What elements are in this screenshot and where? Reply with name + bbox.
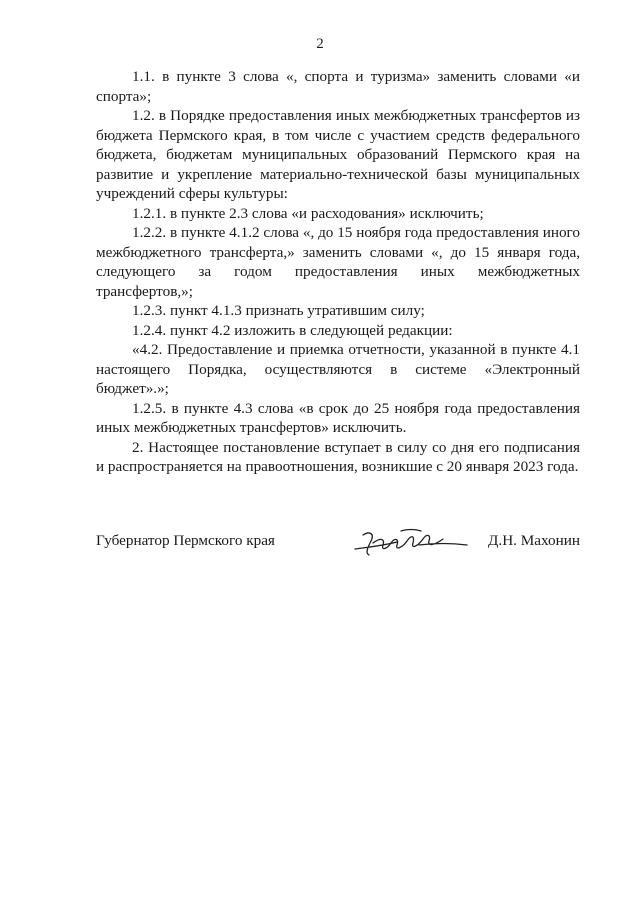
signatory-name: Д.Н. Махонин (488, 532, 580, 549)
paragraph-1-2-1: 1.2.1. в пункте 2.3 слова «и расходования» исключить; (132, 204, 484, 222)
signatory-title: Губернатор Пермского края (96, 532, 275, 549)
paragraph-2: 2. Настоящее постановление вступает в силу со дня его подписания и распространяется на правоотношения, возникшие с 20 января 2023 года. (96, 438, 580, 475)
paragraph-1-2: 1.2. в Порядке предоставления иных межбюджетных трансфертов из бюджета Пермского края, в том числе с участием средств федерального бюджета, бюджетам муниципальных образований Пермского края на развитие и укрепление материально-технической базы муниципальных учреждений сферы культуры: (96, 107, 580, 202)
signature-block (96, 523, 580, 563)
paragraph-1-2-2: 1.2.2. в пункте 4.1.2 слова «, до 15 ноября года предоставления иного межбюджетного трансферта,» заменить словами «, до 15 января года, следующего за годом предоставления иных межбюджетных трансфертов,»; (96, 224, 580, 300)
paragraph-1-1: 1.1. в пункте 3 слова «, спорта и туризма» заменить словами «и спорта»; (96, 68, 580, 105)
handwritten-signature (351, 523, 471, 563)
paragraph-1-2-3: 1.2.3. пункт 4.1.3 признать утратившим силу; (132, 302, 425, 319)
paragraph-1-2-4: 1.2.4. пункт 4.2 изложить в следующей редакции: (132, 321, 453, 339)
document-body (96, 67, 580, 477)
paragraph-1-2-5: 1.2.5. в пункте 4.3 слова «в срок до 25 ноября года предоставления иных межбюджетных трансфертов» исключить. (96, 399, 580, 436)
page-number: 2 (316, 36, 324, 52)
paragraph-4-2-quote: «4.2. Предоставление и приемка отчетности, указанной в пункте 4.1 настоящего Порядка, осуществляются в системе «Электронный бюджет».»; (96, 341, 580, 397)
